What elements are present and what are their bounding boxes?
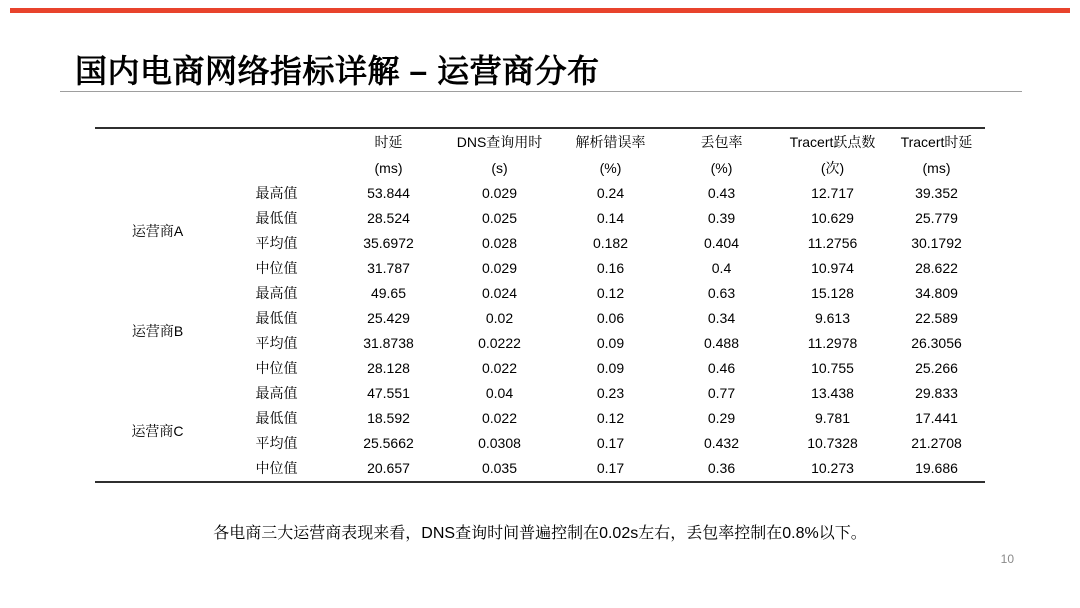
value-cell: 0.488 [703,335,740,351]
value-cell: 47.551 [367,385,410,401]
table-row [95,281,985,306]
corner-cell [220,155,333,181]
group-name-cell: 运营商B [131,322,184,339]
stat-label-cell: 中位值 [255,460,298,476]
value-cell: 9.781 [814,410,851,426]
value-cell: 0.63 [707,285,736,301]
table-row [95,456,985,482]
value-cell: 0.23 [596,385,625,401]
value-cell: 0.404 [703,235,740,251]
value-cell: 31.787 [367,260,410,276]
value-cell: 10.974 [811,260,854,276]
value-cell: 0.06 [596,310,625,326]
column-header: 时延 [374,134,403,150]
value-cell: 0.39 [707,210,736,226]
stat-label-cell: 最高值 [255,285,298,301]
value-cell: 0.14 [596,210,625,226]
value-cell: 0.02 [485,310,514,326]
value-cell: 10.273 [811,460,854,476]
header-label-row [95,128,985,155]
value-cell: 0.36 [707,460,736,476]
value-cell: 12.717 [811,185,854,201]
column-header: Tracert时延 [900,134,973,150]
value-cell: 10.755 [811,360,854,376]
column-unit: (次) [820,160,845,176]
value-cell: 9.613 [814,310,851,326]
corner-cell [95,155,220,181]
value-cell: 28.524 [367,210,410,226]
value-cell: 0.029 [481,185,518,201]
value-cell: 0.024 [481,285,518,301]
table-row [95,331,985,356]
table-row [95,181,985,206]
value-cell: 19.686 [915,460,958,476]
value-cell: 29.833 [915,385,958,401]
stat-label-cell: 最高值 [255,185,298,201]
value-cell: 0.24 [596,185,625,201]
value-cell: 26.3056 [911,335,962,351]
value-cell: 49.65 [370,285,407,301]
table-row [95,356,985,381]
value-cell: 0.028 [481,235,518,251]
value-cell: 28.622 [915,260,958,276]
group-name-cell: 运营商A [131,222,184,239]
value-cell: 18.592 [367,410,410,426]
value-cell: 11.2978 [807,335,858,351]
value-cell: 25.779 [915,210,958,226]
value-cell: 25.429 [367,310,410,326]
value-cell: 0.12 [596,410,625,426]
note-text: 各电商三大运营商表现来看，DNS查询时间普遍控制在0.02s左右，丢包率控制在0.8%以下。 [213,525,867,542]
table-row [95,431,985,456]
title-underline [60,91,1022,92]
value-cell: 34.809 [915,285,958,301]
value-cell: 10.629 [811,210,854,226]
stat-label-cell: 中位值 [255,260,298,276]
table-body [95,181,985,482]
column-unit: (%) [599,160,622,176]
value-cell: 0.46 [707,360,736,376]
value-cell: 0.43 [707,185,736,201]
value-cell: 0.77 [707,385,736,401]
value-cell: 0.022 [481,410,518,426]
value-cell: 15.128 [811,285,854,301]
page-title: 国内电商网络指标详解 – 运营商分布 [75,53,600,89]
stat-label-cell: 平均值 [255,335,298,351]
stat-label-cell: 平均值 [255,235,298,251]
corner-cell [95,128,220,155]
value-cell: 21.2708 [911,435,962,451]
value-cell: 17.441 [915,410,958,426]
value-cell: 28.128 [367,360,410,376]
column-unit: (ms) [922,160,951,176]
value-cell: 53.844 [367,185,410,201]
value-cell: 30.1792 [911,235,962,251]
accent-bar [10,8,1070,13]
value-cell: 11.2756 [807,235,858,251]
column-header: Tracert跃点数 [789,134,876,150]
value-cell: 0.0308 [478,435,521,451]
table-row [95,381,985,406]
value-cell: 22.589 [915,310,958,326]
value-cell: 0.09 [596,360,625,376]
value-cell: 0.182 [592,235,629,251]
value-cell: 0.09 [596,335,625,351]
page-number: 10 [1000,552,1014,566]
value-cell: 0.4 [711,260,732,276]
stat-label-cell: 平均值 [255,435,298,451]
value-cell: 20.657 [367,460,410,476]
value-cell: 0.035 [481,460,518,476]
column-header: 丢包率 [700,134,743,150]
value-cell: 0.0222 [478,335,521,351]
value-cell: 0.12 [596,285,625,301]
value-cell: 0.022 [481,360,518,376]
column-header: 解析错误率 [575,134,646,150]
value-cell: 0.34 [707,310,736,326]
column-unit: (ms) [374,160,403,176]
stat-label-cell: 中位值 [255,360,298,376]
metrics-table [95,127,985,483]
value-cell: 35.6972 [363,235,414,251]
stat-label-cell: 最高值 [255,385,298,401]
value-cell: 0.17 [596,435,625,451]
value-cell: 0.16 [596,260,625,276]
stat-label-cell: 最低值 [255,210,298,226]
table-head [95,128,985,181]
value-cell: 25.266 [915,360,958,376]
table-wrap [95,127,985,483]
table-row [95,231,985,256]
value-cell: 0.432 [703,435,740,451]
value-cell: 0.29 [707,410,736,426]
table-row [95,206,985,231]
column-header: DNS查询用时 [456,134,543,150]
value-cell: 25.5662 [363,435,414,451]
value-cell: 39.352 [915,185,958,201]
table-row [95,406,985,431]
stat-label-cell: 最低值 [255,310,298,326]
column-unit: (%) [710,160,733,176]
value-cell: 0.025 [481,210,518,226]
table-row [95,306,985,331]
value-cell: 10.7328 [807,435,858,451]
value-cell: 0.04 [485,385,514,401]
stat-label-cell: 最低值 [255,410,298,426]
table-row [95,256,985,281]
header-unit-row [95,155,985,181]
corner-cell [220,128,333,155]
group-name-cell: 运营商C [131,422,184,439]
value-cell: 13.438 [811,385,854,401]
value-cell: 0.17 [596,460,625,476]
column-unit: (s) [491,160,508,176]
value-cell: 0.029 [481,260,518,276]
value-cell: 31.8738 [363,335,414,351]
